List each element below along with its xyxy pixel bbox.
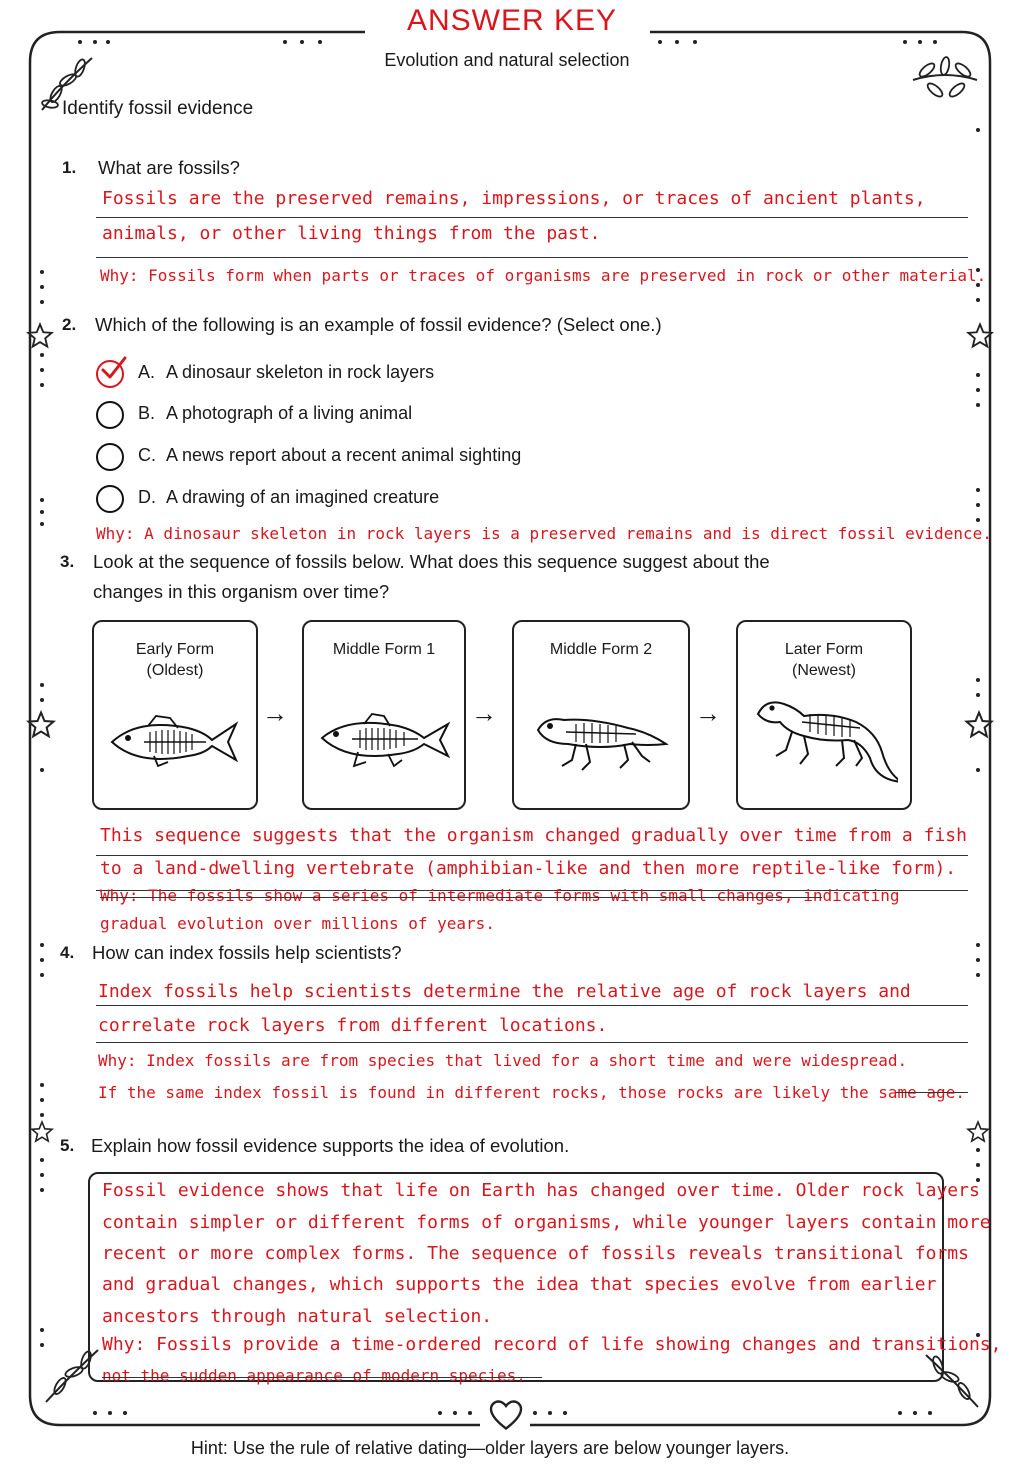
question-text: How can index fossils help scientists? (92, 942, 402, 963)
answer-line (96, 1042, 968, 1043)
option-text: A dinosaur skeleton in rock layers (166, 362, 435, 382)
card-label: Middle Form 2 (549, 641, 653, 658)
answer-text: to a land-dwelling vertebrate (amphibian-like and then more reptile-like form). (100, 858, 957, 879)
why-text: Why: Fossils form when parts or traces of organisms are preserved in rock or other material. (100, 266, 987, 285)
answer-text: correlate rock layers from different locations. (98, 1015, 608, 1036)
question-number: 1. (62, 158, 77, 177)
arrow-right-icon: → (695, 698, 721, 728)
option-letter: A. (138, 362, 156, 382)
why-text: Why: Index fossils are from species that lived for a short time and were widespread. (98, 1051, 908, 1070)
question-text: Look at the sequence of fossils below. What does this sequence suggest about the (93, 551, 770, 572)
card-label: Early Form (135, 641, 215, 658)
answer-text: Fossils are the preserved remains, impressions, or traces of ancient plants, (102, 188, 926, 209)
answer-text: Index fossils help scientists determine the relative age of rock layers and (98, 981, 911, 1002)
hint-text: Hint: Use the rule of relative dating—older layers are below younger layers. (190, 1438, 790, 1458)
star-icon (966, 1120, 990, 1144)
radio-option-d[interactable] (96, 485, 124, 513)
why-text: Why: A dinosaur skeleton in rock layers is a preserved remains and is direct fossil evidence. (96, 524, 992, 543)
answer-text: ancestors through natural selection. (102, 1306, 493, 1327)
fish-fossil-icon (108, 712, 242, 772)
answer-text: This sequence suggests that the organism changed gradually over time from a fish (100, 825, 967, 846)
amphibian-fossil-icon (532, 704, 672, 784)
option-letter: D. (138, 487, 156, 507)
question-number: 3. (60, 552, 75, 571)
why-text: If the same index fossil is found in different rocks, those rocks are likely the same age. (98, 1083, 965, 1102)
card-sublabel: (Newest) (791, 662, 856, 679)
reptile-fossil-icon (752, 692, 898, 792)
radio-option-b[interactable] (96, 401, 124, 429)
arrow-right-icon: → (262, 698, 288, 728)
checkmark-icon (98, 354, 128, 384)
strike-line (100, 897, 822, 898)
page-subtitle: Evolution and natural selection (384, 50, 630, 70)
option-letter: B. (138, 403, 156, 423)
question-text: changes in this organism over time? (93, 581, 390, 602)
section-heading: Identify fossil evidence (62, 98, 254, 119)
answer-line (96, 217, 968, 218)
why-text: not the sudden appearance of modern species. (102, 1366, 526, 1385)
radio-option-c[interactable] (96, 443, 124, 471)
star-icon (26, 710, 56, 740)
answer-line (96, 257, 968, 258)
answer-text: contain simpler or different forms of organisms, while younger layers contain more (102, 1212, 991, 1233)
strike-line (102, 1377, 542, 1378)
option-text: A drawing of an imagined creature (166, 487, 440, 507)
answer-line (96, 1005, 968, 1006)
arrow-right-icon: → (471, 698, 497, 728)
question-text: Which of the following is an example of fossil evidence? (Select one.) (95, 314, 662, 335)
answer-text: animals, or other living things from the past. (102, 223, 601, 244)
card-label: Middle Form 1 (332, 641, 436, 658)
fossil-card-middle-2 (512, 620, 690, 810)
star-icon (30, 1120, 54, 1144)
question-number: 2. (62, 315, 77, 334)
why-text: Why: Fossils provide a time-ordered record of life showing changes and transitions, (102, 1334, 1002, 1355)
option-text: A photograph of a living animal (166, 403, 413, 423)
question-text: Explain how fossil evidence supports the idea of evolution. (91, 1135, 570, 1156)
question-number: 4. (60, 943, 75, 962)
option-letter: C. (138, 445, 156, 465)
heart-icon (488, 1398, 524, 1432)
answer-text: recent or more complex forms. The sequence of fossils reveals transitional forms (102, 1243, 969, 1264)
card-label: Later Form (784, 641, 864, 658)
answer-line (96, 855, 968, 856)
fish-fossil-icon (318, 708, 452, 772)
page-title: ANSWER KEY (406, 4, 618, 37)
fossil-card-early (92, 620, 258, 810)
why-text: Why: The fossils show a series of intermediate forms with small changes, indicating (100, 886, 900, 905)
fossil-card-later (736, 620, 912, 810)
option-text: A news report about a recent animal sighting (166, 445, 522, 465)
star-icon (966, 322, 994, 350)
answer-line (896, 1092, 968, 1093)
why-text: gradual evolution over millions of years. (100, 914, 495, 933)
fossil-card-middle-1 (302, 620, 466, 810)
question-text: What are fossils? (98, 157, 240, 178)
answer-text: and gradual changes, which supports the idea that species evolve from earlier (102, 1274, 937, 1295)
answer-text: Fossil evidence shows that life on Earth has changed over time. Older rock layers (102, 1180, 980, 1201)
star-icon (964, 710, 994, 740)
question-number: 5. (60, 1136, 75, 1155)
card-sublabel: (Oldest) (146, 662, 204, 679)
star-icon (26, 322, 54, 350)
